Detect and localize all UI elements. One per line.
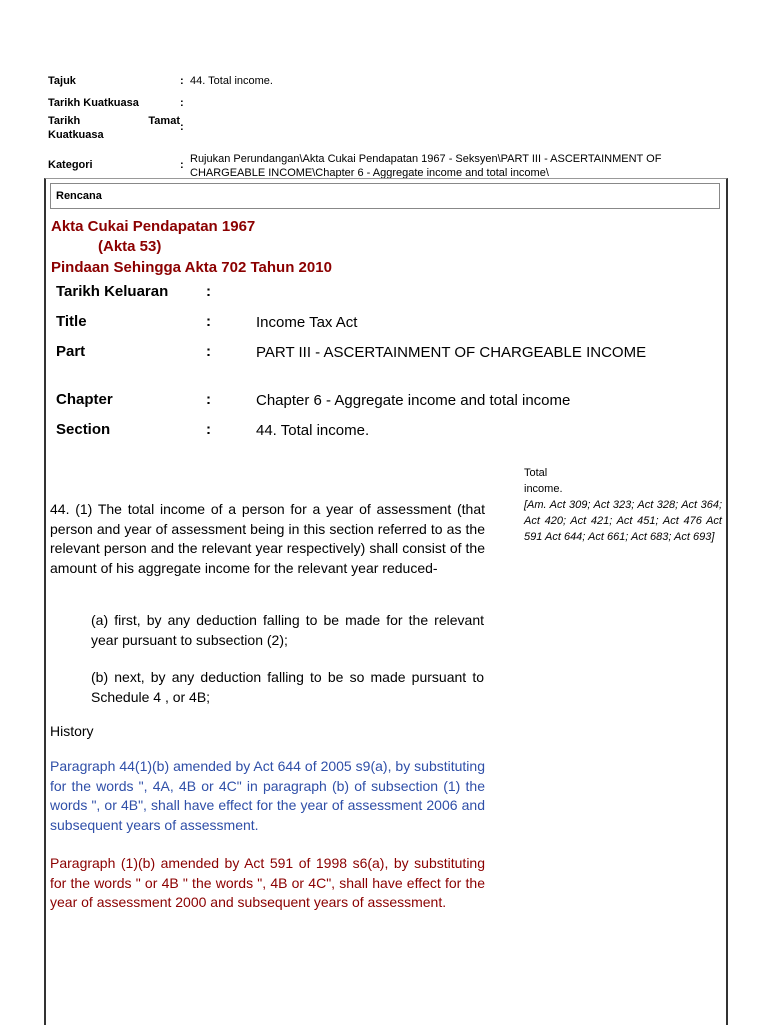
rencana-header: Rencana [50, 183, 720, 209]
keluaran-colon: : [206, 283, 211, 300]
info-row-keluaran [56, 283, 676, 313]
part-colon: : [206, 343, 211, 360]
section-value: 44. Total income. [256, 422, 370, 439]
meta-row-tajuk [48, 70, 728, 96]
history-note-blue: Paragraph 44(1)(b) amended by Act 644 of 2005 s9(a), by substituting for the words ", 4A, 4B or 4C" in paragraph (b) of subsection (1) the words ", or 4B", shall have effect for the year of assessment 2006 and subsequent years of assessment. [50, 758, 485, 833]
tajuk-colon: : [180, 75, 184, 87]
info-row-chapter [56, 391, 676, 421]
marginal-note [524, 465, 722, 545]
kategori-colon: : [180, 159, 184, 171]
part-label: Part [56, 343, 86, 360]
info-row-title [56, 313, 676, 343]
kategori-label: Kategori [48, 159, 93, 171]
tamat-label [48, 114, 180, 142]
marginal-note-amendments: [Am. Act 309; Act 323; Act 328; Act 364; Act 420; Act 421; Act 451; Act 476 Act 591 Act 644; Act 661; Act 683; Act 693] [524, 499, 722, 543]
info-row-section [56, 421, 676, 451]
keluaran-label: Tarikh Keluaran [56, 283, 169, 300]
history-note-red: Paragraph (1)(b) amended by Act 591 of 1998 s6(a), by substituting for the words " or 4B " the words ", 4B or 4C", shall have effect for the year of assessment 2000 and subsequent years of assessment. [50, 855, 485, 911]
chapter-label: Chapter [56, 391, 113, 408]
meta-row-tamat [48, 114, 728, 152]
tajuk-label: Tajuk [48, 75, 76, 87]
title-colon: : [206, 313, 211, 330]
meta-row-kuatkuasa [48, 96, 728, 114]
tamat-label-part1: Tarikh [48, 115, 81, 127]
info-row-part [56, 343, 676, 391]
marginal-note-heading: Total income. [524, 467, 563, 495]
subsection-1-text: 44. (1) The total income of a person for a year of assessment (that person and year of assessment being in this section referred to as the relevant person and the relevant year respectively) shall consist of the amount of his aggregate income for the relevant year reduced- [50, 501, 485, 576]
tamat-colon: : [180, 121, 184, 133]
tajuk-value: 44. Total income. [190, 75, 273, 87]
section-info-table [56, 283, 676, 451]
title-value: Income Tax Act [256, 314, 358, 331]
section-label: Section [56, 421, 111, 438]
title-label: Title [56, 313, 87, 330]
article-frame [44, 178, 728, 1025]
kuatkuasa-colon: : [180, 97, 184, 109]
kuatkuasa-label: Tarikh Kuatkuasa [48, 97, 139, 109]
tamat-label-part3: Kuatkuasa [48, 129, 104, 141]
paragraph-b-text: (b) next, by any deduction falling to be so made pursuant to Schedule 4 , or 4B; [91, 669, 484, 705]
tamat-label-part2: Tamat [148, 115, 180, 127]
history-heading: History [50, 723, 94, 739]
act-title: Akta Cukai Pendapatan 1967 [51, 218, 256, 235]
kategori-value: Rujukan Perundangan\Akta Cukai Pendapatan 1967 - Seksyen\PART III - ASCERTAINMENT OF CHARGEABLE INCOME\Chapter 6 - Aggregate income and total income\ [190, 153, 662, 179]
act-number: (Akta 53) [98, 238, 162, 255]
part-value: PART III - ASCERTAINMENT OF CHARGEABLE INCOME [256, 344, 647, 361]
chapter-value: Chapter 6 - Aggregate income and total income [256, 392, 571, 409]
paragraph-a-text: (a) first, by any deduction falling to be made for the relevant year pursuant to subsection (2); [91, 612, 484, 648]
section-colon: : [206, 421, 211, 438]
metadata-table [48, 70, 728, 188]
chapter-colon: : [206, 391, 211, 408]
keluaran-value [256, 283, 676, 313]
act-amendment-title: Pindaan Sehingga Akta 702 Tahun 2010 [51, 259, 332, 276]
